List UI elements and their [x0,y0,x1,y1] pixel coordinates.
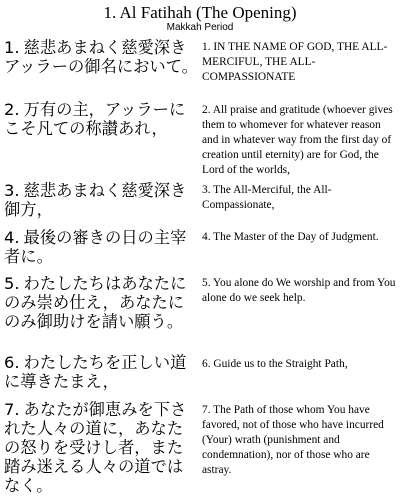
verse-5-japanese-text: わたしたちはあなたにのみ崇め仕え，あなたにのみ御助けを請い願う。 [4,274,187,331]
verse-4-number: 4. [4,228,20,247]
verse-3-number: 3. [4,181,20,200]
verse-7-english: 7. The Path of those whom You have favored, not of those who have incurred (Your) wrath (punishment and condemnation), nor of those who are astray. [202,404,384,476]
verse-7-number: 7. [4,400,20,419]
verse-1-english: 1. IN THE NAME OF GOD, THE ALL-MERCIFUL, THE ALL-COMPASSIONATE [202,41,388,83]
verse-2-japanese [4,100,198,138]
verse-4-english: 4. The Master of the Day of Judgment. [202,231,379,243]
verse-7-japanese-text: あなたが御恵みを下された人々の道に，あなた の怒りを受けし者，また踏み迷える人々の道ではなく。 [4,400,187,495]
verse-6-japanese-text: わたしたちを正しい道に導きたまえ， [4,353,187,391]
verse-4-japanese [4,228,198,266]
verse-1-japanese-text: 慈悲あまねく慈愛深きアッラーの御名において。 [4,38,198,76]
verse-7-japanese [4,400,198,495]
verse-1-japanese [4,38,198,76]
verse-6-english: 6. Guide us to the Straight Path, [202,358,348,370]
verse-2-number: 2. [4,100,20,119]
verse-4-japanese-text: 最後の審きの日の主宰者に。 [4,228,187,266]
verse-2-japanese-text: 万有の主，アッラーにこそ凡ての称讃あれ， [4,100,186,138]
verse-3-japanese [4,181,198,219]
verse-1-number: 1. [4,38,20,57]
verse-3-english: 3. The All-Merciful, the All-Compassionate, [202,184,332,211]
page-title: 1. Al Fatihah (The Opening) [103,3,297,22]
verse-5-english: 5. You alone do We worship and from You alone do we seek help. [202,277,396,304]
verse-6-japanese [4,353,198,391]
page-subtitle: Makkah Period [166,22,234,33]
verse-3-japanese-text: 慈悲あまねく慈愛深き御方， [4,181,187,219]
verse-2-english: 2. All praise and gratitude (whoever gives them to whomever for whatever reason and in whatever way from the first day of creation until eternity) are for God, the Lord of the worlds, [202,104,393,176]
verse-5-japanese [4,274,198,331]
verse-5-number: 5. [4,274,20,293]
verse-6-number: 6. [4,353,20,372]
